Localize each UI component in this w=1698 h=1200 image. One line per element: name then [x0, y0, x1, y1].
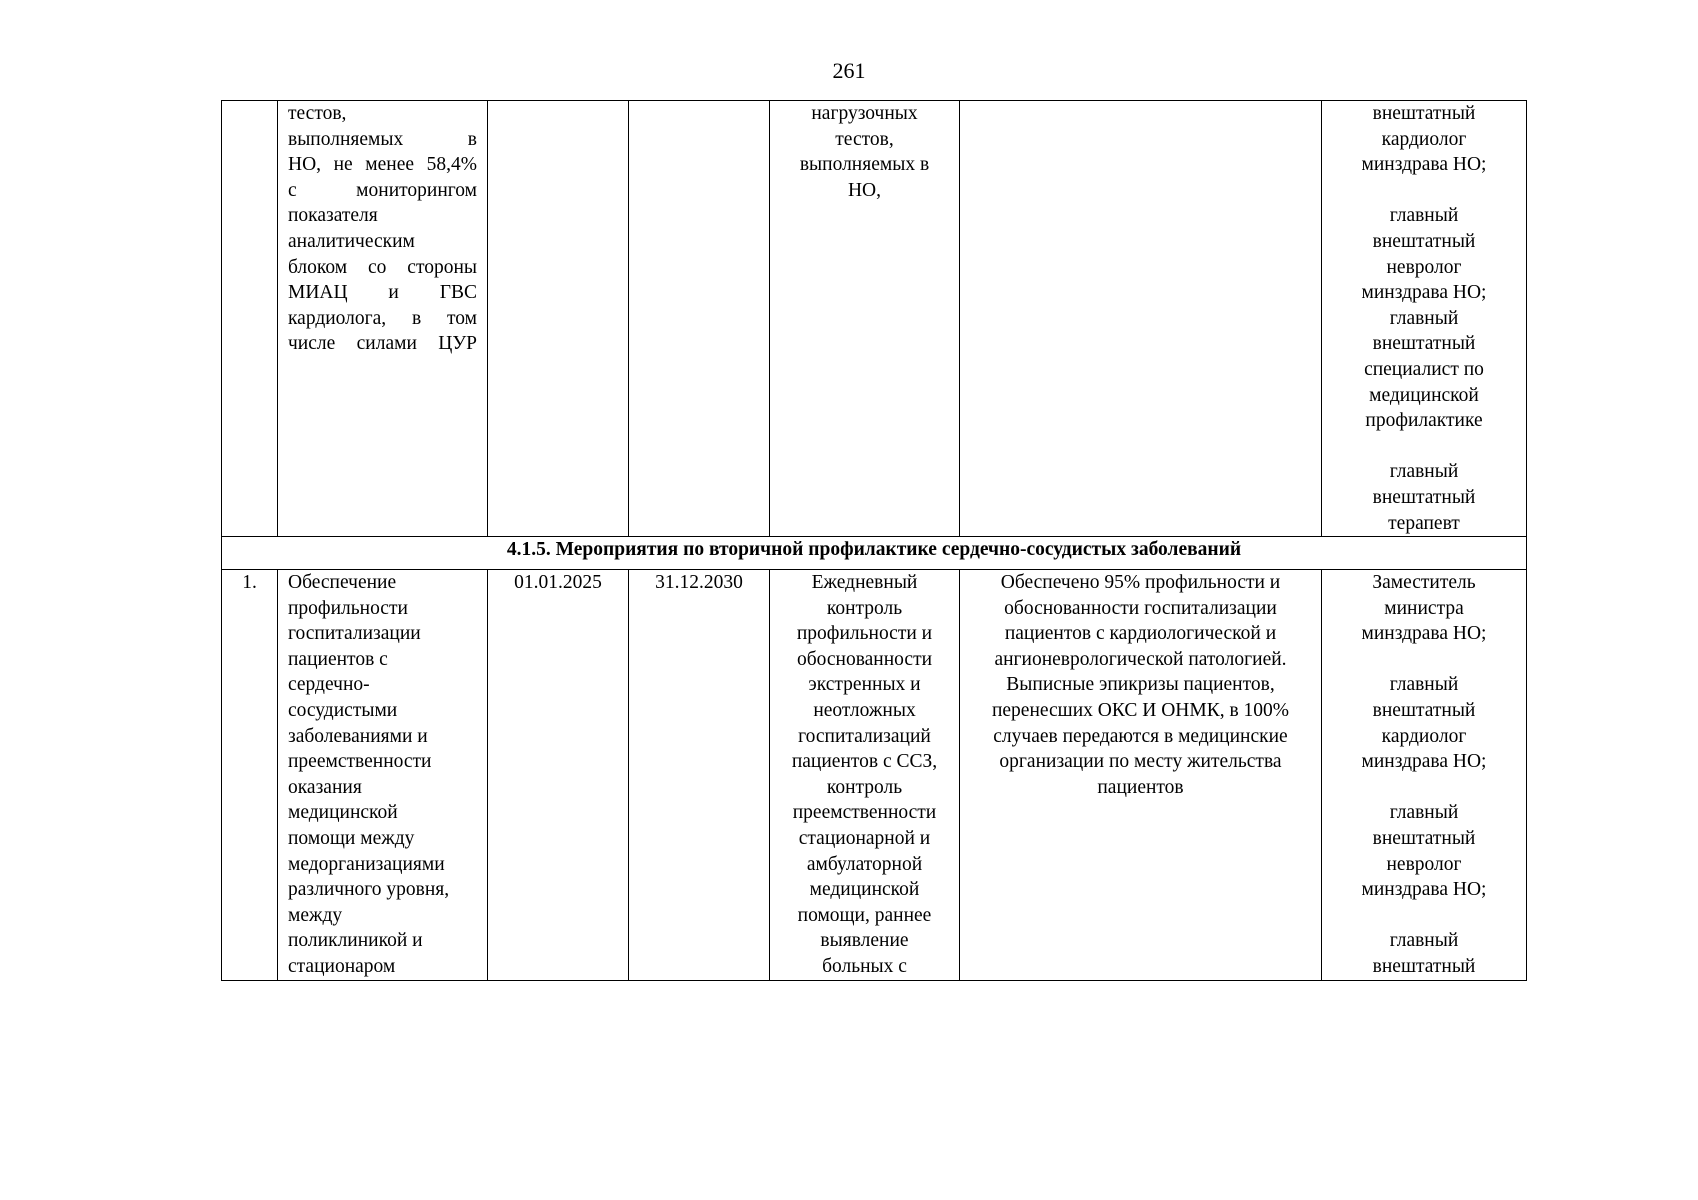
text-line	[1325, 647, 1523, 673]
text-line: Заместитель	[1372, 572, 1476, 594]
text-line: внештатный	[1372, 333, 1476, 355]
text-line	[1325, 903, 1523, 929]
text-line: внештатный	[1372, 230, 1476, 252]
text-line: блоком со стороны	[288, 256, 477, 278]
text-line: поликлиникой и	[288, 930, 423, 952]
text-line: медицинской	[288, 802, 398, 824]
cell-measure-name	[278, 101, 488, 537]
text-line: медицинской	[1369, 384, 1479, 406]
text-line: выполняемых в	[799, 154, 930, 176]
text-line: организации по месту жительства	[999, 751, 1282, 773]
cell-start-date: 01.01.2025	[488, 570, 629, 981]
text-line: главный	[1389, 205, 1459, 227]
text-line: невролог	[1386, 256, 1462, 278]
text-line: внештатный	[1372, 956, 1476, 977]
text-line: специалист по	[1364, 358, 1484, 380]
text-line: тестов,	[288, 103, 347, 124]
text-line: случаев передаются в медицинские	[993, 725, 1288, 747]
text-line: невролог	[1386, 853, 1462, 875]
cell-start-date	[488, 101, 629, 537]
text-line: больных с	[822, 956, 907, 977]
responsible-lines	[1325, 570, 1523, 980]
text-line: главный	[1389, 674, 1459, 696]
cell-control	[770, 570, 960, 981]
text-line: внештатный	[1372, 103, 1476, 124]
text-line: аналитическим	[288, 230, 415, 252]
text-line: профилактике	[1365, 410, 1483, 432]
measure-name-lines	[288, 101, 477, 357]
text-line: стационаром	[288, 956, 396, 977]
text-line: госпитализации	[288, 623, 421, 645]
text-line: Обеспечено 95% профильности и	[1000, 572, 1281, 594]
text-line: выполняемых в	[288, 128, 477, 150]
text-line: внештатный	[1372, 828, 1476, 850]
text-line: тестов,	[835, 128, 894, 150]
page-number: 261	[832, 58, 866, 83]
text-line: главный	[1389, 930, 1459, 952]
text-line: кардиолога, в том	[288, 307, 477, 329]
text-line: министра	[1384, 597, 1464, 619]
measures-table	[221, 100, 1527, 981]
text-line: главный	[1389, 461, 1459, 483]
text-line: преемственности	[288, 751, 432, 773]
text-line: числе силами ЦУР	[288, 333, 477, 355]
text-line: помощи между	[288, 828, 415, 850]
cell-end-date: 31.12.2030	[629, 570, 770, 981]
text-line: сосудистыми	[288, 700, 398, 722]
text-line: минздрава НО;	[1361, 751, 1487, 773]
text-line: амбулаторной	[806, 853, 923, 875]
text-line: минздрава НО;	[1361, 879, 1487, 901]
text-line: минздрава НО;	[1361, 154, 1487, 176]
text-line: госпитализаций	[798, 725, 931, 747]
text-line	[1325, 178, 1523, 204]
text-line: Обеспечение	[288, 572, 397, 594]
text-line: профильности и	[796, 623, 933, 645]
text-line: показателя	[288, 205, 378, 227]
text-line: сердечно-	[288, 674, 370, 696]
result-lines	[963, 570, 1318, 800]
section-row	[222, 537, 1527, 570]
text-line	[1325, 775, 1523, 801]
text-line: Выписные эпикризы пациентов,	[1006, 674, 1275, 696]
text-line: оказания	[288, 776, 362, 798]
control-lines	[773, 570, 956, 980]
text-line: внештатный	[1372, 700, 1476, 722]
table-row-continued	[222, 101, 1527, 537]
text-line: обоснованности	[796, 648, 933, 670]
cell-result	[960, 570, 1322, 981]
text-line	[1325, 434, 1523, 460]
text-line: профильности	[288, 597, 408, 619]
text-line: ангионеврологической патологией.	[994, 648, 1287, 670]
text-line: пациентов с	[288, 648, 388, 670]
text-line: кардиолог	[1381, 725, 1467, 747]
text-line: пациентов с ССЗ,	[791, 751, 938, 773]
text-line: МИАЦ и ГВС	[288, 282, 477, 304]
cell-number	[222, 101, 278, 537]
text-line: контроль	[826, 776, 903, 798]
text-line: Ежедневный	[811, 572, 918, 594]
text-line: внештатный	[1372, 486, 1476, 508]
text-line: НО,	[847, 179, 882, 201]
cell-end-date	[629, 101, 770, 537]
text-line: НО, не менее 58,4%	[288, 154, 477, 176]
text-line: преемственности	[792, 802, 937, 824]
text-line: нагрузочных	[811, 103, 918, 124]
text-line: кардиолог	[1381, 128, 1467, 150]
text-line: с мониторингом	[288, 179, 477, 201]
section-title: 4.1.5. Мероприятия по вторичной профилактике сердечно-сосудистых заболеваний	[222, 537, 1527, 570]
text-line: медорганизациями	[288, 853, 445, 875]
text-line: главный	[1389, 307, 1459, 329]
text-line: стационарной и	[798, 828, 931, 850]
text-line: выявление	[820, 930, 909, 952]
text-line: пациентов	[1097, 776, 1184, 798]
text-line: заболеваниями и	[288, 725, 428, 747]
text-line: различного уровня,	[288, 879, 450, 901]
text-line: между	[288, 904, 343, 926]
cell-responsible	[1322, 101, 1527, 537]
responsible-lines	[1325, 101, 1523, 536]
text-line: экстренных и	[808, 674, 921, 696]
text-line: обоснованности госпитализации	[1004, 597, 1277, 619]
text-line: неотложных	[813, 700, 916, 722]
table-row	[222, 570, 1527, 981]
measure-name-lines	[288, 570, 477, 980]
cell-measure-name	[278, 570, 488, 981]
cell-number: 1.	[222, 570, 278, 981]
text-line: терапевт	[1388, 512, 1460, 534]
text-line: минздрава НО;	[1361, 282, 1487, 304]
text-line: контроль	[826, 597, 903, 619]
text-line: минздрава НО;	[1361, 623, 1487, 645]
cell-responsible	[1322, 570, 1527, 981]
text-line: перенесших ОКС И ОНМК, в 100%	[991, 700, 1290, 722]
text-line: главный	[1389, 802, 1459, 824]
cell-result	[960, 101, 1322, 537]
cell-control	[770, 101, 960, 537]
text-line: медицинской	[809, 879, 920, 901]
text-line: помощи, раннее	[797, 904, 932, 926]
text-line: пациентов с кардиологической и	[1004, 623, 1277, 645]
control-lines	[773, 101, 956, 203]
